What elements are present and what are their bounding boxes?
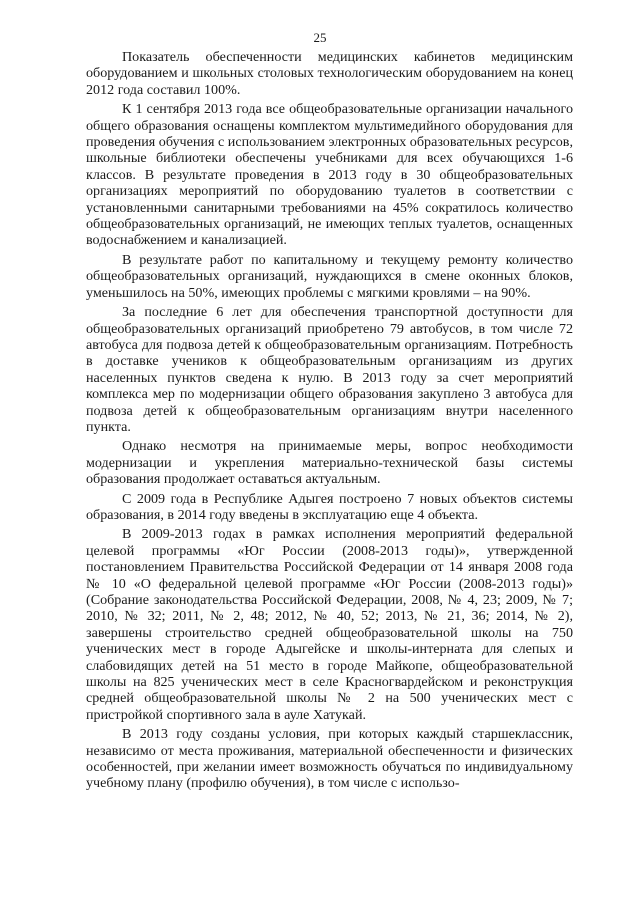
paragraph-construction: С 2009 года в Республике Адыгея построено 7 новых объектов системы образования, в 2014 году введены в эксплуатацию еще 4 объекта. [86, 490, 573, 523]
paragraph-transport: За последние 6 лет для обеспечения транспортной доступности для общеобразовательных организаций приобретено 79 автобусов, в том числе 72 автобуса для подвоза детей к общеобразовательным организациям. Потребность в доставке учеников к общеобразовательным организациям из других населенных пунктов сведена к нулю. В 2013 году за счет мероприятий комплекса мер по модернизации общего образования закуплено 3 автобуса для подвоза детей к общеобразовательным организациям внутри населенного пункта. [86, 304, 573, 435]
paragraph-modernization: Однако несмотря на принимаемые меры, вопрос необходимости модернизации и укрепления материально-технической базы системы образования продолжает оставаться актуальным. [86, 438, 573, 488]
paragraph-individual-plan: В 2013 году созданы условия, при которых каждый старшеклассник, независимо от места проживания, материальной обеспеченности и физических особенностей, при желании имеет возможность обучаться по индивидуальному учебному плану (профилю обучения), в том числе с использо- [86, 726, 573, 792]
paragraph-multimedia: К 1 сентября 2013 года все общеобразовательные организации начального общего образования оснащены комплектом мультимедийного оборудования для проведения обучения с использованием электронных образовательных ресурсов, школьные библиотеки обеспечены учебниками для всех обучающихся 1-6 классов. В результате проведения в 2013 году в 30 общеобразовательных организациях мероприятий по оборудованию туалетов в соответствии с установленными санитарными требованиями на 45% сократилось количество общеобразовательных организаций, не имеющих теплых туалетов, оснащенных водоснабжением и канализацией. [86, 101, 573, 249]
paragraph-equipment: Показатель обеспеченности медицинских кабинетов медицинским оборудованием и школьных столовых технологическим оборудованием на конец 2012 года составил 100%. [86, 49, 573, 98]
document-body [86, 49, 573, 795]
page-number: 25 [313, 30, 327, 45]
paragraph-repair: В результате работ по капитальному и текущему ремонту количество общеобразовательных организаций, нуждающихся в смене оконных блоков, уменьшилось на 50%, имеющих проблемы с мягкими кровлями – на 90%. [86, 251, 573, 301]
paragraph-federal-program: В 2009-2013 годах в рамках исполнения мероприятий федеральной целевой программы «Юг России (2008-2013 годы)», утвержденной постановлением Правительства Российской Федерации от 14 января 2008 года № 10 «О федеральной целевой программе «Юг России (2008-2013 годы)» (Собрание законодательства Российской Федерации, 2008, № 4, 23; 2009, № 7; 2010, № 32; 2011, № 2, 48; 2012, № 40, 52; 2013, № 21, 36; 2014, № 2), завершены строительство средней общеобразовательной школы на 750 ученических мест в городе Адыгейске и школы-интерната для слепых и слабовидящих детей на 51 место в городе Майкопе, общеобразовательной школы на 825 ученических мест в селе Красногвардейском и реконструкция средней общеобразовательной школы № 2 на 500 ученических мест с пристройкой спортивного зала в ауле Хатукай. [86, 526, 573, 723]
